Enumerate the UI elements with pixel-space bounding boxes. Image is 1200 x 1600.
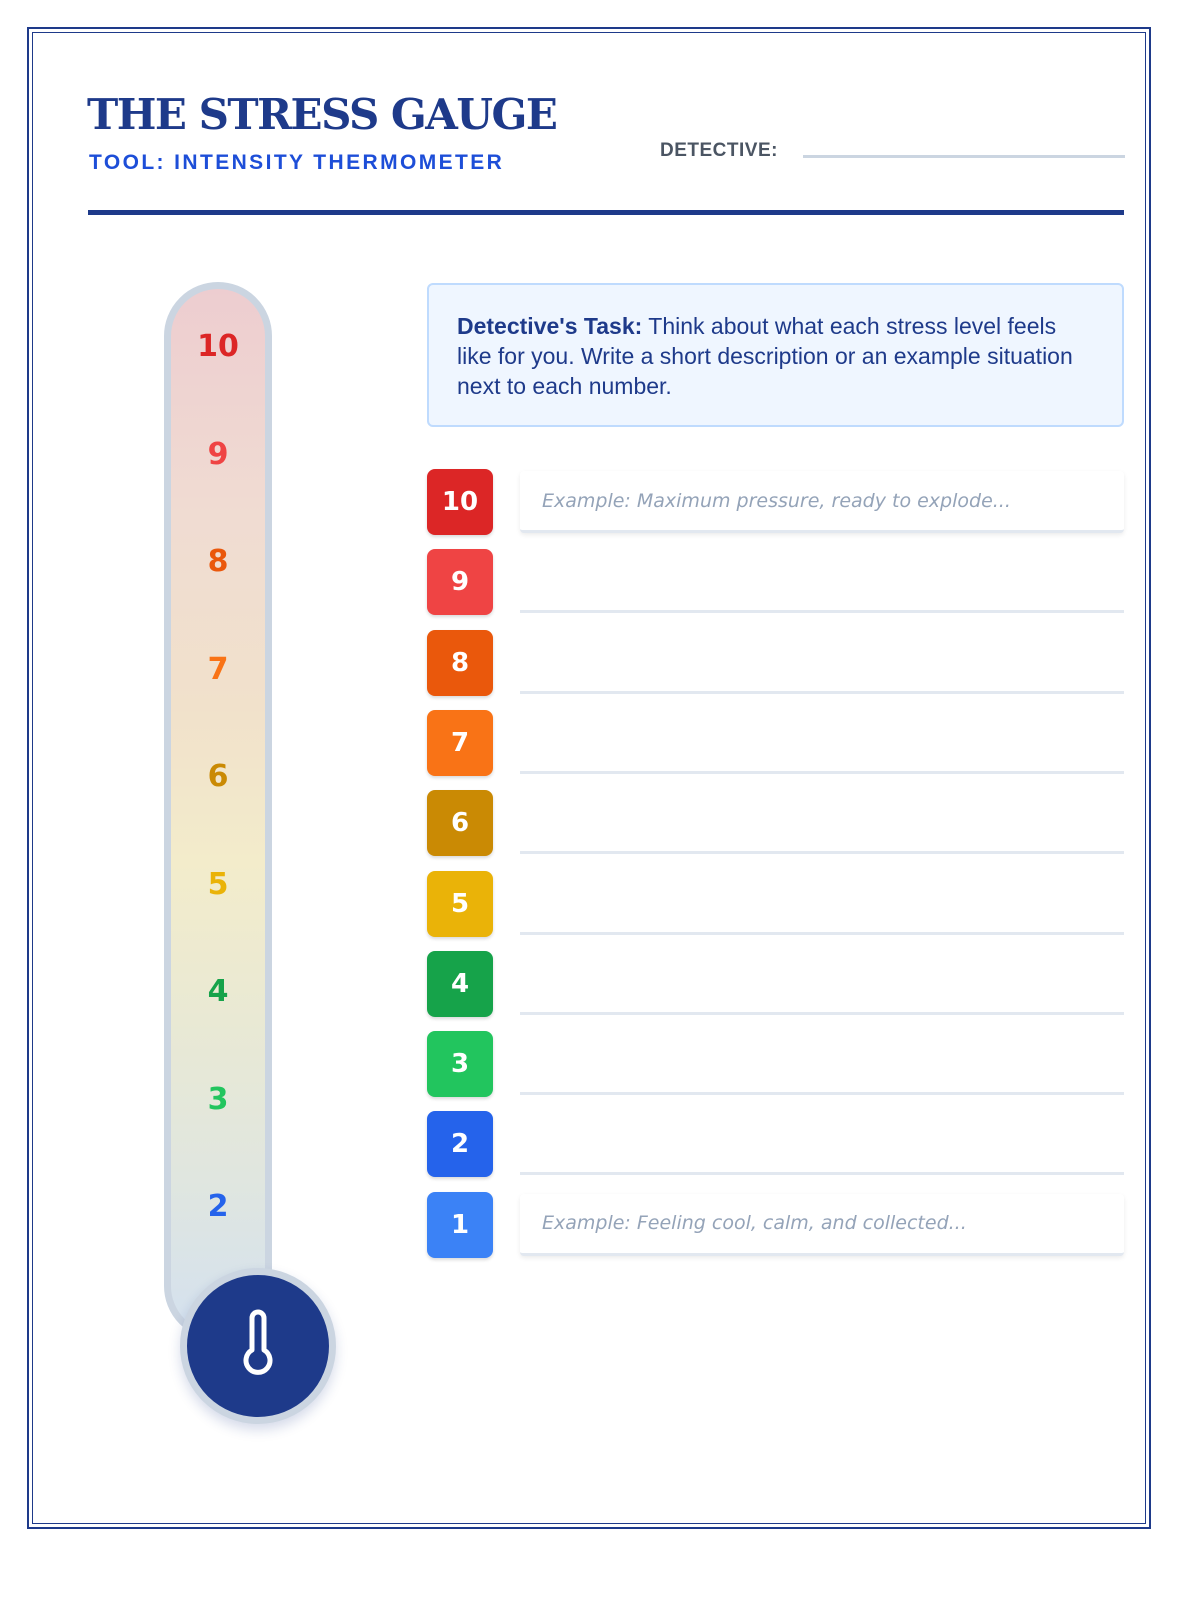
level-badge-3: 3 [427, 1031, 493, 1097]
thermometer-label-8: 8 [207, 544, 229, 579]
level-8-writing-line[interactable] [520, 691, 1124, 694]
detective-name-field[interactable] [803, 155, 1125, 158]
thermometer-label-6: 6 [207, 759, 229, 794]
level-badge-9: 9 [427, 549, 493, 615]
level-3-writing-line[interactable] [520, 1092, 1124, 1095]
level-badge-8: 8 [427, 630, 493, 696]
task-heading: Detective's Task: [457, 313, 643, 339]
level-4-writing-line[interactable] [520, 1012, 1124, 1015]
level-7-writing-line[interactable] [520, 771, 1124, 774]
page-title: THE STRESS GAUGE [87, 90, 557, 139]
thermometer-label-5: 5 [207, 866, 229, 902]
level-2-writing-line[interactable] [520, 1172, 1124, 1175]
thermometer-bulb [180, 1268, 336, 1424]
detective-label: DETECTIVE: [660, 140, 778, 161]
header-divider [88, 210, 1124, 215]
level-badge-6: 6 [427, 790, 493, 856]
thermometer-label-10: 10 [197, 329, 239, 364]
level-badge-2: 2 [427, 1111, 493, 1177]
task-text: Think about what each stress level feels like for you. Write a short description or an example situation next to each number. [457, 313, 1073, 399]
thermometer-label-7: 7 [207, 651, 229, 687]
level-6-writing-line[interactable] [520, 851, 1124, 854]
thermometer-label-3: 3 [207, 1081, 229, 1117]
thermometer-label-9: 9 [207, 436, 229, 472]
thermometer-label-2: 2 [207, 1189, 229, 1224]
thermometer-icon [222, 1308, 294, 1384]
level-badge-7: 7 [427, 710, 493, 776]
level-badge-1: 1 [427, 1192, 493, 1258]
thermometer-label-4: 4 [207, 974, 229, 1009]
level-5-writing-line[interactable] [520, 932, 1124, 935]
level-1-description-field[interactable]: Example: Feeling cool, calm, and collected... [520, 1194, 1124, 1256]
level-10-description-field[interactable]: Example: Maximum pressure, ready to explode... [520, 471, 1124, 533]
level-9-writing-line[interactable] [520, 610, 1124, 613]
task-instructions [427, 283, 1124, 427]
level-badge-4: 4 [427, 951, 493, 1017]
level-badge-5: 5 [427, 871, 493, 937]
page-subtitle: TOOL: INTENSITY THERMOMETER [89, 151, 505, 174]
level-badge-10: 10 [427, 469, 493, 535]
